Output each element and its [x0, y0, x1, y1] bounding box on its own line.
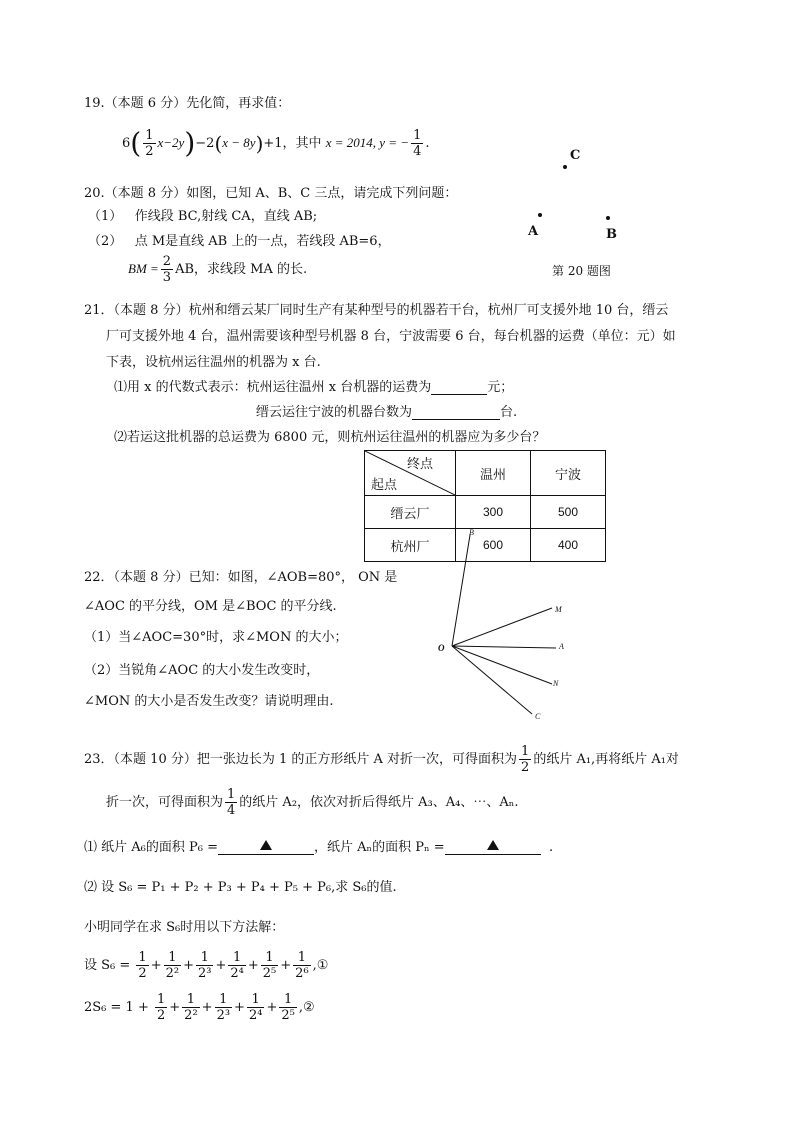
q19-paren-close: ) [184, 126, 196, 160]
q19-quarter: $\frac{1}{4}$ [413, 128, 422, 159]
plus-sign: + [280, 958, 292, 973]
col-header-ningbo: 宁波 [531, 451, 606, 496]
q19-x: x [157, 135, 164, 150]
q20-heading: 20.（本题 8 分）如图，已知 A、B、C 三点，请完成下列问题： [84, 186, 458, 201]
label-b: B [606, 227, 617, 242]
label-n: N [553, 679, 559, 688]
q23-blank-p6[interactable] [218, 840, 314, 855]
fraction-term: $\frac{1}{\text{2²}}$ [184, 992, 198, 1023]
q21-line3: 下表，设杭州运往温州的机器为 x 台. [106, 355, 321, 370]
table-cell: 400 [531, 529, 606, 562]
point-b [606, 216, 610, 220]
label-o: O [438, 643, 445, 653]
plus-sign: + [266, 1000, 278, 1015]
table-header-row [365, 451, 606, 496]
q19-expression [122, 128, 429, 159]
label-c2: C [535, 712, 541, 721]
ray-oc [452, 646, 532, 714]
q23-eq2: 2S₆ = 1 + $\frac{1}{2}$ + $\frac{1}{\text{2²}}$ + $\frac{1}{\text{2³}}$ + $\frac{1}{\text{2⁴}}$ + $\frac{1}{\text{2⁵}}$ ,② [84, 992, 315, 1023]
q21-line1: 21．（本题 8 分）杭州和缙云某厂同时生产有某种型号的机器若干台，杭州厂可支援外地 10 台，缙云 [84, 303, 669, 318]
q19-where: ，其中 [282, 136, 322, 151]
ray-on [452, 646, 552, 684]
q19-mid: −2 [195, 136, 215, 151]
ray-oa [452, 646, 556, 648]
q20-part2b: BM = $\frac{2}{3}$ AB，求线段 MA 的长. [128, 254, 308, 285]
fraction-term: $\frac{1}{\text{2³}}$ [216, 992, 231, 1023]
fraction-term: $\frac{1}{2}$ [138, 950, 147, 981]
q23-line1: 23．（本题 10 分）把一张边长为 1 的正方形纸片 A 对折一次，可得面积为 $\frac{1}{2}$ 的纸片 A₁,再将纸片 A₁对 [84, 744, 679, 775]
q23-part1: ⑴ 纸片 A₆的面积 P₆ = ，纸片 Aₙ的面积 Pₙ = . [84, 840, 554, 855]
q20-figure-caption: 第 20 题图 [552, 264, 611, 278]
row-label: 杭州厂 [365, 529, 456, 562]
fraction-term: $\frac{1}{\text{2²}}$ [165, 950, 180, 981]
row-label: 缙云厂 [365, 496, 456, 529]
plus-sign: + [215, 958, 227, 973]
fraction-term: $\frac{1}{\text{2⁶}}$ [295, 950, 309, 981]
q19-coef: 6 [122, 136, 131, 151]
plus-sign: + [247, 958, 259, 973]
fraction-term: $\frac{1}{\text{2⁵}}$ [262, 950, 277, 981]
table-corner [365, 451, 456, 496]
q19-paren2-open: ( [214, 131, 223, 156]
q21-sub1b: 缙云运往宁波的机器台数为 台. [256, 405, 518, 420]
q21-sub2: ⑵若运这批机器的总运费为 6800 元，则杭州运往温州的机器应为多少台？ [114, 430, 546, 445]
q22-angle-figure [430, 528, 580, 728]
plus-sign: + [183, 958, 194, 973]
label-c: C [570, 148, 581, 163]
q21-blank2[interactable] [412, 405, 500, 420]
ray-om [452, 608, 552, 646]
q19-cond: x = 2014, y = − [325, 135, 410, 150]
q22-line5: ∠MON 的大小是否发生改变？请说明理由. [84, 694, 334, 709]
q21-sub1a: ⑴用 x 的代数式表示：杭州运往温州 x 台机器的运费为 元； [114, 380, 514, 395]
answer-triangle-icon [260, 840, 272, 850]
q20-part2: （2） 点 M是直线 AB 上的一点，若线段 AB=6， [88, 234, 391, 249]
q23-part3: 小明同学在求 S₆时用以下方法解： [84, 920, 285, 935]
q21-line2: 厂可支援外地 4 台，温州需要该种型号机器 8 台，宁波需要 6 台，每台机器的运费（单位：元）如 [106, 329, 676, 344]
q19-heading: 19.（本题 6 分）先化简，再求值： [84, 96, 291, 111]
ray-ob [452, 535, 470, 646]
corner-top: 终点 [406, 457, 433, 472]
fraction-term: $\frac{1}{\text{2³}}$ [198, 950, 212, 981]
plus-sign: + [234, 1000, 245, 1015]
fraction-term: $\frac{1}{\text{2⁵}}$ [281, 992, 295, 1023]
point-c [563, 165, 567, 169]
q22-line2: ∠AOC 的平分线，OM 是∠BOC 的平分线. [84, 599, 337, 614]
q23-line2: 折一次，可得面积为 $\frac{1}{4}$ 的纸片 A₂，依次对折后得纸片 A₃、A₄、⋯、Aₙ. [106, 787, 519, 818]
q19-inner: x − 8y [222, 135, 256, 150]
q23-part2: ⑵ 设 S₆ = P₁ + P₂ + P₃ + P₄ + P₅ + P₆,求 S₆的值. [84, 880, 397, 895]
q20-part1: （1） 作线段 BC,射线 CA，直线 AB; [88, 209, 318, 224]
q22-line3: （1）当∠AOC=30°时，求∠MON 的大小； [84, 630, 348, 645]
q22-line4: （2）当锐角∠AOC 的大小发生改变时， [84, 663, 320, 678]
label-m: M [555, 605, 562, 614]
plus-sign: + [201, 1000, 213, 1015]
q19-paren-open: ( [130, 126, 142, 160]
q19-paren2-close: ) [255, 131, 264, 156]
fraction-term: $\frac{1}{\text{2⁴}}$ [248, 992, 263, 1023]
q22-line1: 22．（本题 8 分）已知：如图，∠AOB=80°， ON 是 [84, 570, 398, 585]
q19-half: $\frac{1}{2}$ [145, 128, 154, 159]
q23-blank-pn[interactable] [445, 840, 541, 855]
table-cell: 500 [531, 496, 606, 529]
q19-plus1: +1 [263, 136, 283, 151]
q19-end: . [425, 136, 430, 151]
q21-blank1[interactable] [431, 380, 487, 395]
plus-sign: + [150, 958, 162, 973]
q23-eq1: 设 S₆ = $\frac{1}{2}$ + $\frac{1}{\text{2²}}$ + $\frac{1}{\text{2³}}$ + $\frac{1}{\text{2⁴}}$ + $\frac{1}{\text{2⁵}}$ + $\frac{1}{\text{2⁶}}$ ,① [84, 950, 329, 981]
label-a2: A [559, 642, 564, 651]
col-header-wenzhou: 温州 [456, 451, 531, 496]
plus-sign: + [169, 1000, 181, 1015]
label-b2: B [469, 528, 474, 537]
label-a: A [528, 224, 539, 239]
answer-triangle-icon [487, 840, 499, 850]
corner-bottom: 起点 [371, 478, 398, 493]
fraction-term: $\frac{1}{2}$ [156, 992, 166, 1023]
table-cell: 300 [456, 496, 531, 529]
fraction-term: $\frac{1}{\text{2⁴}}$ [230, 950, 244, 981]
point-a [538, 213, 542, 217]
table-cell: 600 [456, 529, 531, 562]
table-row [365, 496, 606, 529]
q19-2y: −2y [163, 135, 185, 150]
